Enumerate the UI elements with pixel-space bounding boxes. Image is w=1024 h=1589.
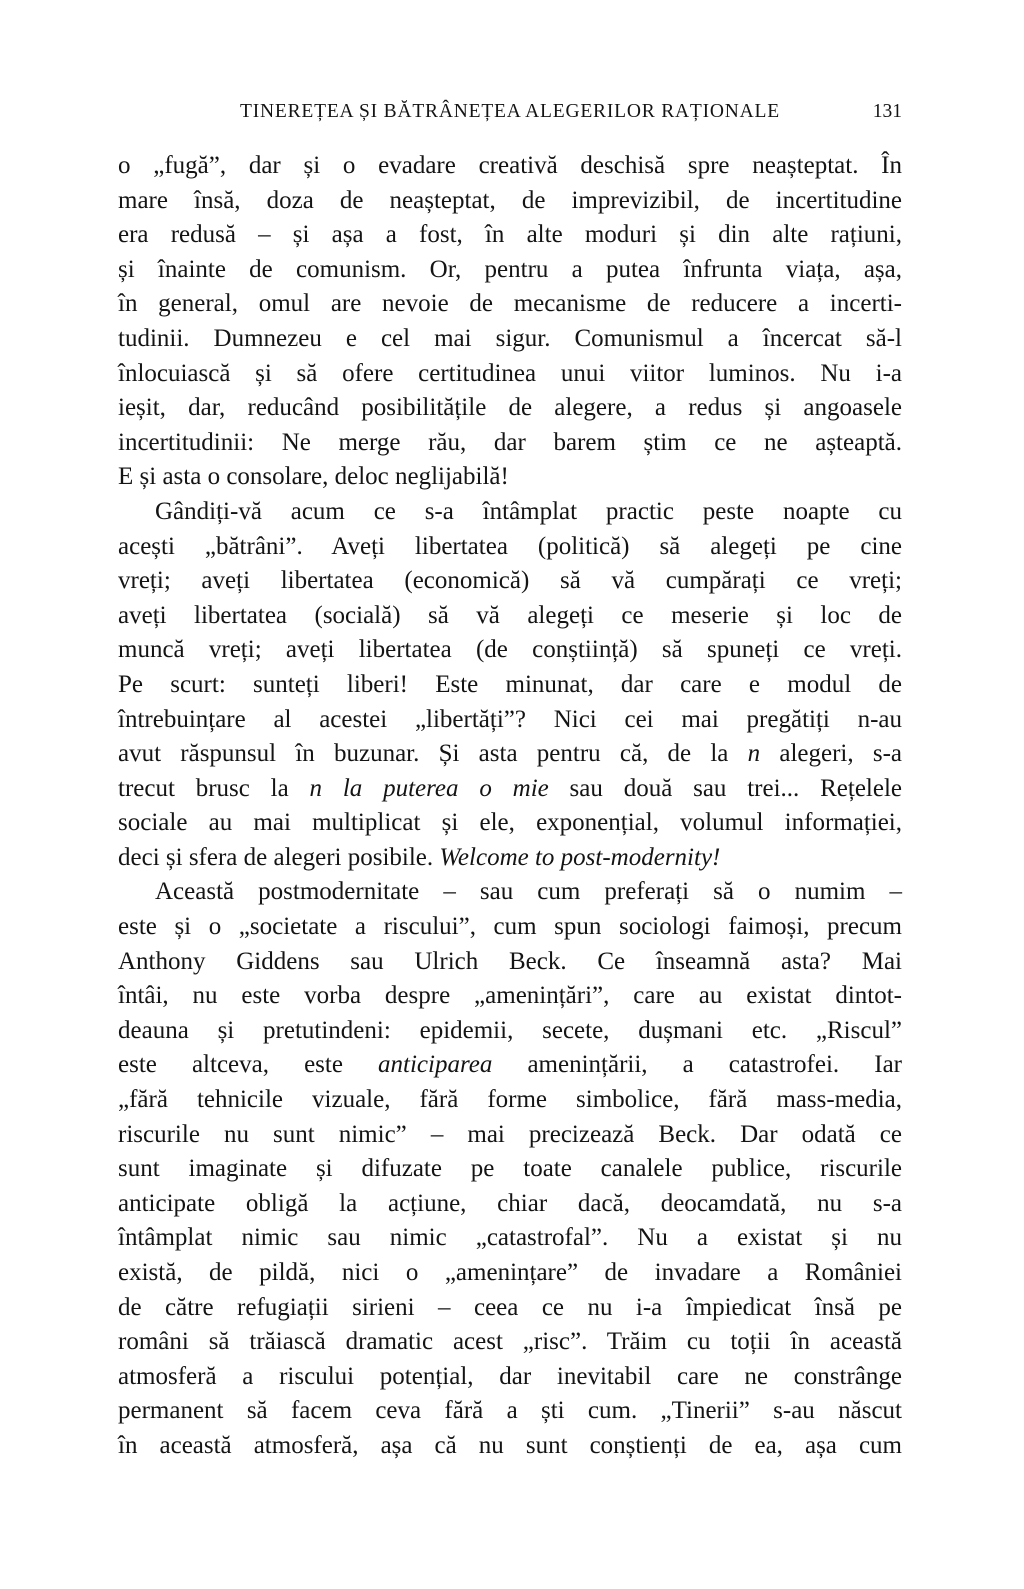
text-run: avut răspunsul în buzunar. Și asta pentru că, de la: [118, 740, 748, 768]
text-run: Această postmodernitate – sau cum preferați să o numim –: [155, 878, 902, 906]
paragraph: [118, 875, 902, 1463]
text-line: [118, 806, 902, 841]
text-run: în general, omul are nevoie de mecanisme de reducere a incerti-: [118, 290, 902, 318]
text-run: în această atmosferă, așa că nu sunt conștienți de ea, așa cum: [118, 1431, 902, 1459]
text-run: de către refugiații sirieni – ceea ce nu i-a împiedicat însă pe: [118, 1293, 902, 1321]
text-line: [118, 1291, 902, 1326]
text-line: [118, 1152, 902, 1187]
text-run: există, de pildă, nici o „amenințare” de invadare a României: [118, 1259, 902, 1286]
text-line: [118, 1083, 902, 1118]
page-header: [118, 101, 902, 129]
text-run: atmosferă a riscului potențial, dar inevitabil care ne constrânge: [118, 1362, 902, 1390]
text-line: [118, 287, 902, 322]
text-line: [118, 1360, 902, 1395]
paragraph: [118, 149, 902, 495]
text-line: [118, 772, 902, 807]
text-line: [118, 149, 902, 184]
italic-text-run: n la puterea o mie: [309, 774, 549, 802]
text-line: [118, 322, 902, 357]
running-title: TINEREȚEA ȘI BĂTRÂNEȚEA ALEGERILOR RAȚIONALE: [240, 101, 780, 122]
text-run: români să trăiască dramatic acest „risc”. Trăim cu toții în această: [118, 1328, 902, 1356]
text-run: alegeri, s-a: [760, 740, 902, 768]
text-line: [118, 218, 902, 253]
text-line: [118, 599, 902, 634]
text-line: [118, 1256, 902, 1291]
text-run: deci și sfera de alegeri posibile.: [118, 843, 440, 871]
text-run: era redusă – și așa a fost, în alte moduri și din alte rațiuni,: [118, 221, 902, 249]
text-line: [118, 1394, 902, 1429]
text-run: acești „bătrâni”. Aveți libertatea (politică) să alegeți pe cine: [118, 532, 902, 560]
text-run: permanent să facem ceva fără a ști cum. „Tinerii” s-au născut: [118, 1397, 902, 1425]
text-line: [118, 184, 902, 219]
italic-text-run: anticiparea: [378, 1051, 493, 1079]
text-line: [118, 391, 902, 426]
text-line: [118, 1048, 902, 1083]
text-line: [118, 530, 902, 565]
text-run: E și asta o consolare, deloc neglijabilă!: [118, 463, 509, 491]
text-run: „fără tehnicile vizuale, fără forme simbolice, fără mass-media,: [118, 1086, 902, 1114]
text-run: muncă vreți; aveți libertatea (de conștiință) să spuneți ce vreți.: [118, 636, 902, 664]
page-number: 131: [872, 101, 902, 122]
text-run: este altceva, este: [118, 1051, 379, 1079]
text-line: [118, 253, 902, 288]
text-run: Pe scurt: sunteți liberi! Este minunat, dar care e modul de: [118, 670, 902, 698]
text-run: vreți; aveți libertatea (economică) să vă cumpărați ce vreți;: [118, 567, 902, 595]
text-line: [118, 875, 902, 910]
text-line: [118, 426, 902, 461]
text-run: mare însă, doza de neașteptat, de imprevizibil, de incertitudine: [118, 186, 902, 214]
text-line: [118, 841, 902, 876]
body-text: [118, 149, 902, 1464]
text-run: trecut brusc la: [118, 774, 310, 802]
italic-text-run: Welcome to post-modernity!: [439, 843, 721, 871]
text-line: [118, 703, 902, 738]
text-line: [118, 1325, 902, 1360]
text-run: sociale au mai multiplicat și ele, exponențial, volumul informației,: [118, 809, 902, 837]
text-line: [118, 495, 902, 530]
text-line: [118, 1221, 902, 1256]
text-line: [118, 460, 902, 495]
text-line: [118, 1118, 902, 1153]
text-line: [118, 1429, 902, 1464]
text-run: întâmplat nimic sau nimic „catastrofal”. Nu a existat și nu: [118, 1224, 902, 1252]
text-run: amenințării, a catastrofei. Iar: [492, 1051, 902, 1079]
text-run: sunt imaginate și difuzate pe toate canalele publice, riscurile: [118, 1155, 902, 1183]
text-run: deauna și pretutindeni: epidemii, secete, dușmani etc. „Riscul”: [118, 1016, 902, 1044]
text-run: tudinii. Dumnezeu e cel mai sigur. Comunismul a încercat să-l: [118, 324, 902, 352]
text-line: [118, 979, 902, 1014]
text-line: [118, 737, 902, 772]
text-line: [118, 357, 902, 392]
text-run: întâi, nu este vorba despre „amenințări”, care au existat dintot-: [118, 982, 902, 1010]
text-run: anticipate obligă la acțiune, chiar dacă, deocamdată, nu s-a: [118, 1189, 902, 1217]
paragraph: [118, 495, 902, 876]
text-line: [118, 668, 902, 703]
text-run: aveți libertatea (socială) să vă alegeți ce meserie și loc de: [118, 601, 902, 629]
text-run: înlocuiască și să ofere certitudinea unui viitor luminos. Nu i-a: [118, 359, 902, 387]
text-run: și înainte de comunism. Or, pentru a putea înfrunta viața, așa,: [118, 255, 902, 283]
text-run: riscurile nu sunt nimic” – mai precizează Beck. Dar odată ce: [118, 1120, 902, 1148]
text-run: incertitudinii: Ne merge rău, dar barem știm ce ne așteaptă.: [118, 428, 902, 456]
text-line: [118, 1014, 902, 1049]
text-run: o „fugă”, dar și o evadare creativă deschisă spre neașteptat. În: [118, 152, 902, 179]
text-run: întrebuințare al acestei „libertăți”? Nici cei mai pregătiți n-au: [118, 705, 902, 733]
text-run: Gândiți-vă acum ce s-a întâmplat practic peste noapte cu: [155, 497, 902, 525]
text-run: sau două sau trei... Rețelele: [548, 774, 902, 802]
text-run: ieșit, dar, reducând posibilitățile de alegere, a redus și angoasele: [118, 394, 902, 422]
text-line: [118, 564, 902, 599]
text-line: [118, 910, 902, 945]
text-line: [118, 945, 902, 980]
text-line: [118, 1187, 902, 1222]
text-line: [118, 633, 902, 668]
text-run: este și o „societate a riscului”, cum spun sociologi faimoși, precum: [118, 913, 902, 941]
italic-text-run: n: [747, 740, 761, 768]
text-run: Anthony Giddens sau Ulrich Beck. Ce înseamnă asta? Mai: [118, 947, 902, 975]
